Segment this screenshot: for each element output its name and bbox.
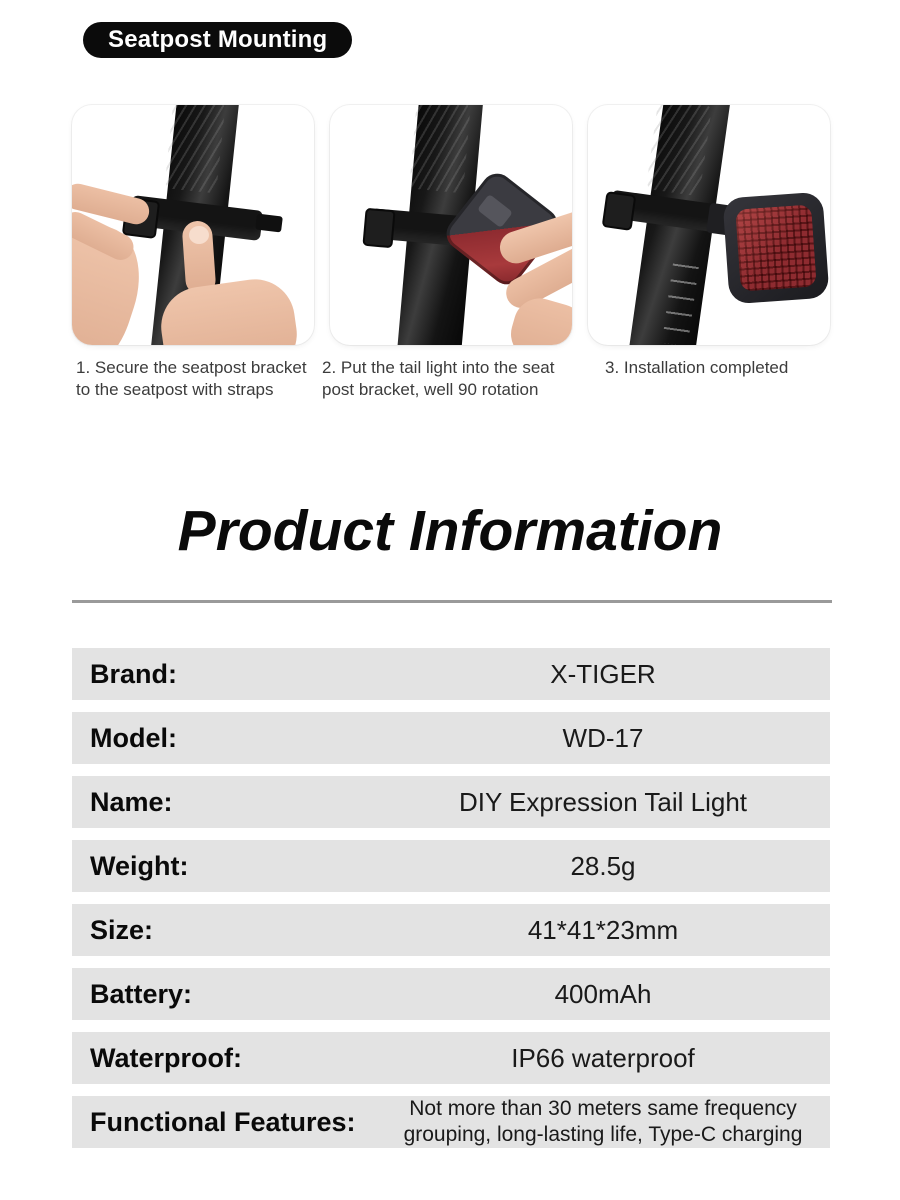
spec-row-battery (72, 968, 830, 1020)
spec-row-waterproof (72, 1032, 830, 1084)
spec-value: DIY Expression Tail Light (458, 786, 748, 817)
spec-label: Weight: (90, 850, 189, 881)
spec-table (72, 648, 830, 1160)
seatpost-logo-graphic (409, 105, 471, 193)
section-badge: Seatpost Mounting (83, 22, 352, 58)
spec-label: Size: (90, 914, 154, 945)
spec-value: X-TIGER (550, 658, 656, 689)
spec-label: Waterproof: (90, 1042, 242, 1073)
step2-photo (330, 105, 572, 345)
bracket-buckle-graphic (602, 191, 637, 231)
thumbnail-graphic (189, 226, 209, 244)
spec-row-weight (72, 840, 830, 892)
heading-divider (72, 600, 832, 603)
spec-row-size (72, 904, 830, 956)
spec-label: Battery: (90, 978, 193, 1009)
seatpost-logo-graphic (164, 105, 225, 193)
tail-light-lens-graphic (735, 204, 817, 291)
installation-steps-photos (72, 105, 830, 345)
spec-value: Not more than 30 meters same frequency grouping, long-lasting life, Type-C charging (403, 1097, 803, 1146)
spec-value: 41*41*23mm (527, 914, 679, 945)
spec-label: Name: (90, 786, 173, 817)
spec-label: Model: (90, 722, 177, 753)
spec-label: Functional Features: (90, 1106, 356, 1137)
strap-tab-graphic (255, 213, 283, 232)
spec-row-functional-features (72, 1096, 830, 1148)
spec-value: IP66 waterproof (511, 1042, 695, 1073)
step2-caption: 2. Put the tail light into the seat post bracket, well 90 rotation (322, 358, 555, 399)
step1-photo (72, 105, 314, 345)
spec-row-model (72, 712, 830, 764)
spec-row-name (72, 776, 830, 828)
spec-value: 400mAh (554, 978, 652, 1009)
spec-value: 28.5g (570, 850, 636, 881)
page-title: Product Information (177, 499, 723, 563)
step1-caption: 1. Secure the seatpost bracket to the seatpost with straps (76, 358, 307, 399)
spec-label: Brand: (90, 658, 177, 689)
step3-photo (588, 105, 830, 345)
bracket-buckle-graphic (362, 208, 395, 248)
spec-value: WD-17 (562, 722, 644, 753)
step3-caption: 3. Installation completed (605, 358, 789, 377)
spec-row-brand (72, 648, 830, 700)
